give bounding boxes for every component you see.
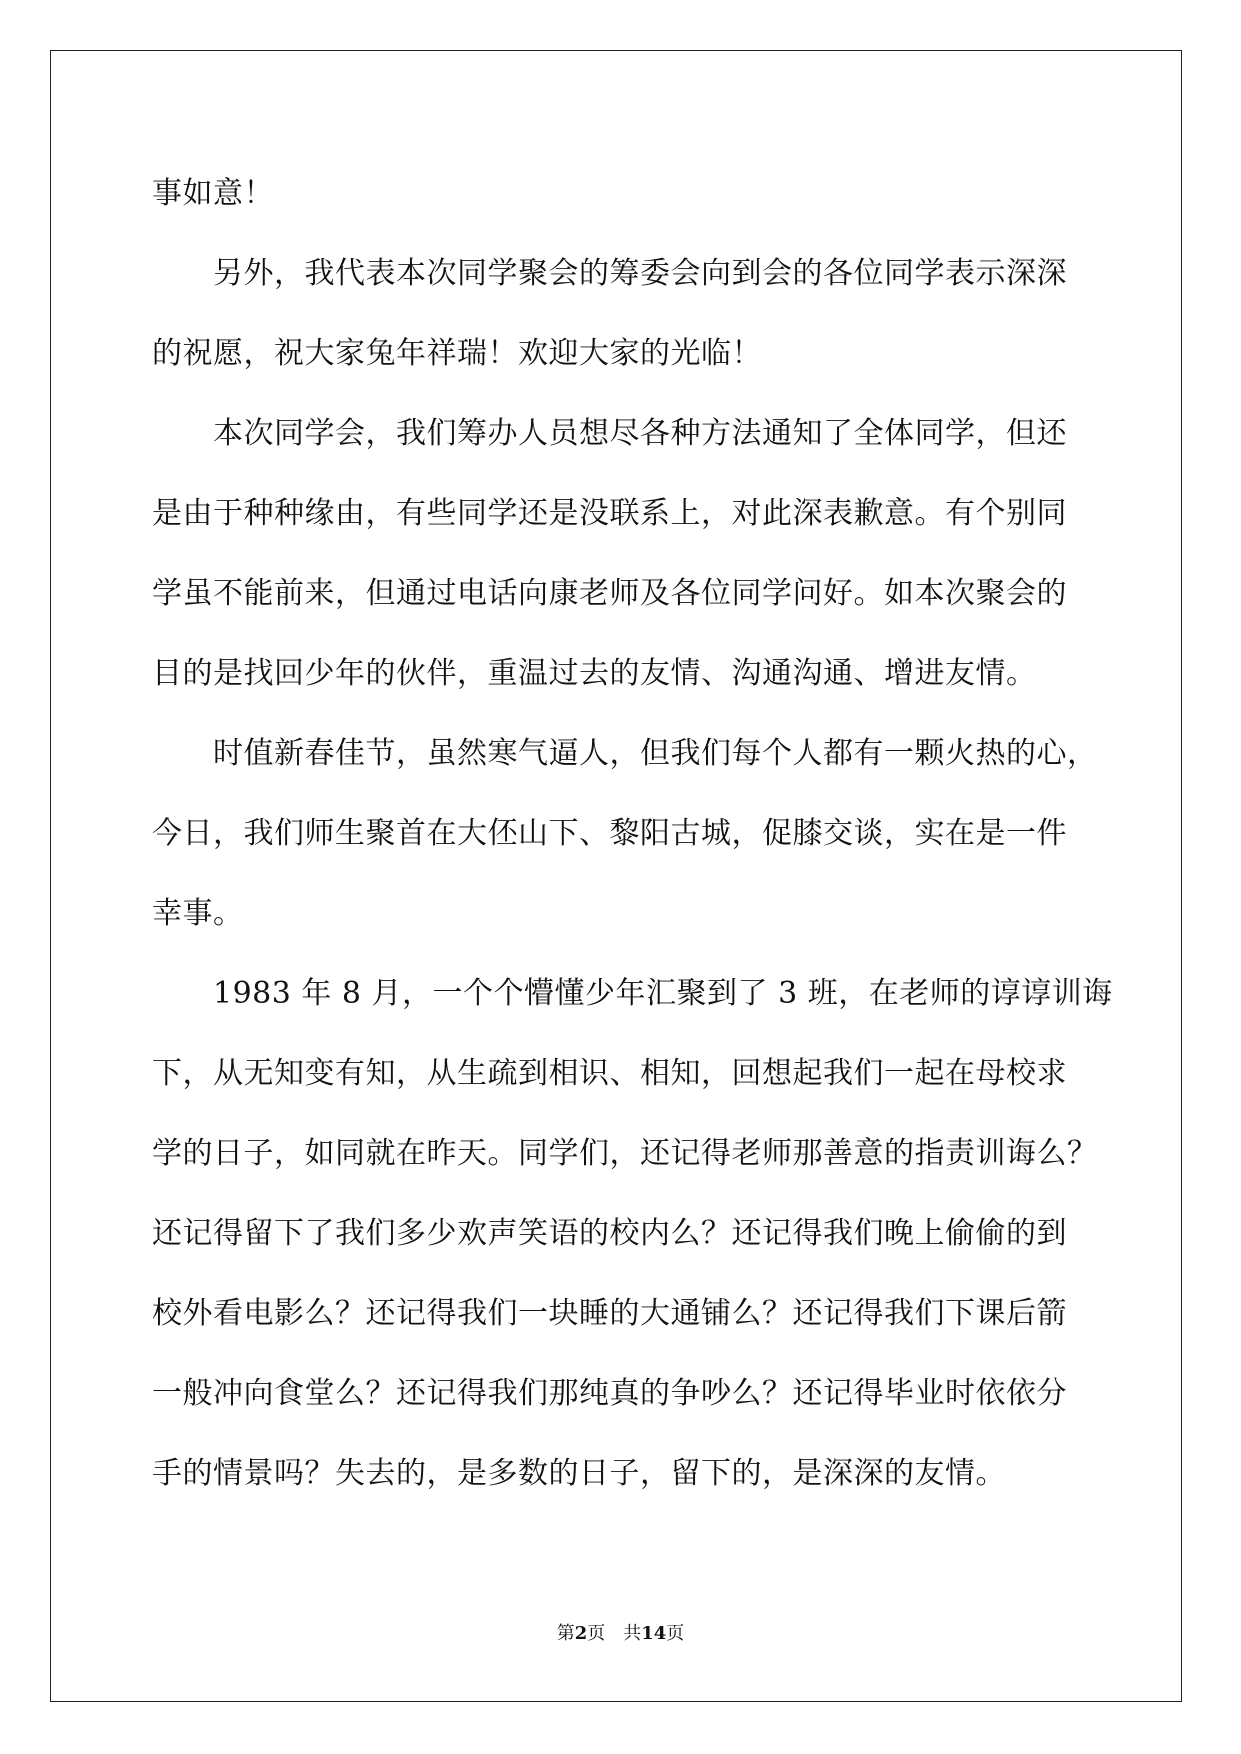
text-line: 是由于种种缘由，有些同学还是没联系上，对此深表歉意。有个别同: [152, 496, 1067, 531]
paragraph-first-line: 另外，我代表本次同学聚会的筹委会向到会的各位同学表示深深: [213, 256, 1067, 291]
footer-page-unit: 页: [587, 1623, 606, 1644]
text-line: 的祝愿，祝大家兔年祥瑞！欢迎大家的光临！: [152, 336, 762, 371]
text-line: 手的情景吗？失去的，是多数的日子，留下的，是深深的友情。: [152, 1456, 1006, 1491]
text-line: 学虽不能前来，但通过电话向康老师及各位同学问好。如本次聚会的: [152, 576, 1067, 611]
text-line: 下，从无知变有知，从生疏到相识、相知，回想起我们一起在母校求: [152, 1056, 1067, 1091]
text-line: 校外看电影么？还记得我们一块睡的大通铺么？还记得我们下课后箭: [152, 1296, 1067, 1331]
text-line: 目的是找回少年的伙伴，重温过去的友情、沟通沟通、增进友情。: [152, 656, 1037, 691]
paragraph-first-line: 时值新春佳节，虽然寒气逼人，但我们每个人都有一颗火热的心，: [213, 736, 1098, 771]
paragraph-first-line: 1983 年 8 月，一个个懵懂少年汇聚到了 3 班，在老师的谆谆训诲: [213, 976, 1113, 1011]
paragraph-first-line: 本次同学会，我们筹办人员想尽各种方法通知了全体同学，但还: [213, 416, 1067, 451]
text-line: 幸事。: [152, 896, 244, 931]
text-line: 还记得留下了我们多少欢声笑语的校内么？还记得我们晚上偷偷的到: [152, 1216, 1067, 1251]
text-line: 今日，我们师生聚首在大伾山下、黎阳古城，促膝交谈，实在是一件: [152, 816, 1067, 851]
footer-total-unit: 页: [666, 1623, 685, 1644]
footer-total-prefix: 共: [623, 1623, 642, 1644]
text-line: 学的日子，如同就在昨天。同学们，还记得老师那善意的指责训诲么？: [152, 1136, 1098, 1171]
footer-total-pages: 14: [641, 1623, 667, 1644]
text-line: 一般冲向食堂么？还记得我们那纯真的争吵么？还记得毕业时依依分: [152, 1376, 1067, 1411]
text-line: 事如意！: [152, 176, 274, 211]
footer-page-prefix: 第: [556, 1623, 575, 1644]
footer-page-number: 2: [574, 1623, 588, 1644]
page-footer: [0, 1622, 1241, 1646]
